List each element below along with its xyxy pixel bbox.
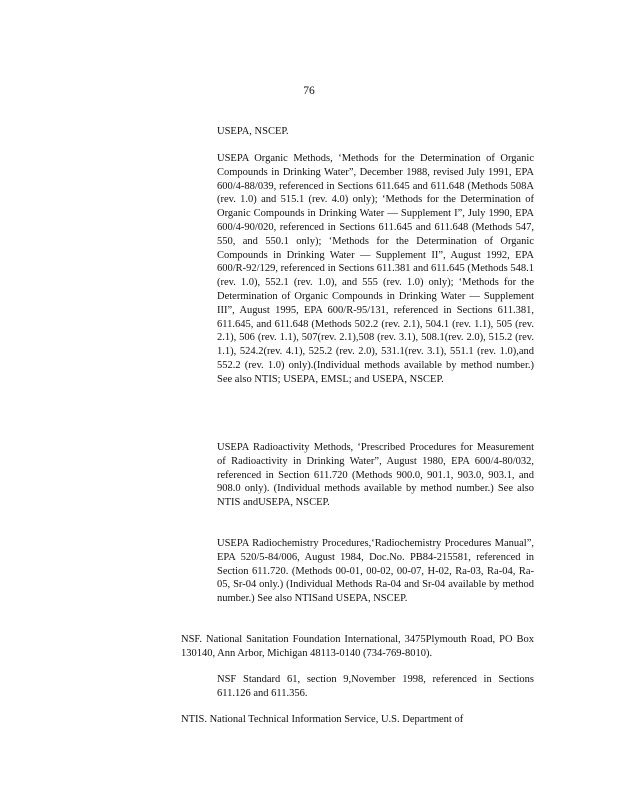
reference-usepa-radiochemistry-procedures: USEPA Radiochemistry Procedures,‘Radiochemistry Procedures Manual”, EPA 520/5-84/006, August 1984, Doc.No. PB84-215581, referenced in Section 611.720. (Methods 00-01, 00-02, 00-07, H-02, Ra-03, Ra-04, Ra-05, Sr-04 only.) (Individual Methods Ra-04 and Sr-04 available by method number.) See also NTISand USEPA, NSCEP. [217, 538, 534, 605]
reference-usepa-radioactivity-methods: USEPA Radioactivity Methods, ‘Prescribed Procedures for Measurement of Radioactivity in Drinking Water”, August 1980, EPA 600/4-80/032, referenced in Section 611.720 (Methods 900.0, 901.1, 903.0, 903.1, and 908.0 only). (Individual methods available by method number.) See also NTIS andUSEPA, NSCEP. [217, 442, 534, 509]
reference-nsf-standard-61: NSF Standard 61, section 9,November 1998, referenced in Sections 611.126 and 611.356. [217, 674, 534, 699]
reference-usepa-organic-methods: USEPA Organic Methods, ‘Methods for the Determination of Organic Compounds in Drinking Water”, December 1988, revised July 1991, EPA 600/4-88/039, referenced in Sections 611.645 and 611.648 (Methods 508A (rev. 1.0) and 515.1 (rev. 4.0) only); ‘Methods for the Determination of Organic Compounds in Drinking Water — Supplement I”, July 1990, EPA 600/4-90/020, referenced in Sections 611.645 and 611.648 (Methods 547, 550, and 550.1 only); ‘Methods for the Determination of Organic Compounds in Drinking Water — Supplement II”, August 1992, EPA 600/R-92/129, referenced in Sections 611.381 and 611.645 (Methods 548.1 (rev. 1.0), 552.1 (rev. 1.0), and 555 (rev. 1.0) only); ‘Methods for the Determination of Organic Compounds in Drinking Water — Supplement III”, August 1995, EPA 600/R-95/131, referenced in Sections 611.381, 611.645, and 611.648 (Methods 502.2 (rev. 2.1), 504.1 (rev. 1.1), 505 (rev. 2.1), 506 (rev. 1.1), 507(rev. 2.1),508 (rev. 3.1), 508.1(rev. 2.0), 515.2 (rev. 1.1), 524.2(rev. 4.1), 525.2 (rev. 2.0), 531.1(rev. 3.1), 551.1 (rev. 1.0),and 552.2 (rev. 1.0) only).(Individual methods available by method number.) See also NTIS; USEPA, EMSL; and USEPA, NSCEP. [217, 153, 534, 385]
page-number: 76 [303, 85, 315, 97]
reference-nsf: NSF. National Sanitation Foundation International, 3475Plymouth Road, PO Box 130140, Ann Arbor, Michigan 48113-0140 (734-769-8010). [181, 634, 534, 659]
reference-ntis: NTIS. National Technical Information Service, U.S. Department of [181, 714, 464, 725]
reference-usepa-nscep: USEPA, NSCEP. [217, 126, 289, 137]
